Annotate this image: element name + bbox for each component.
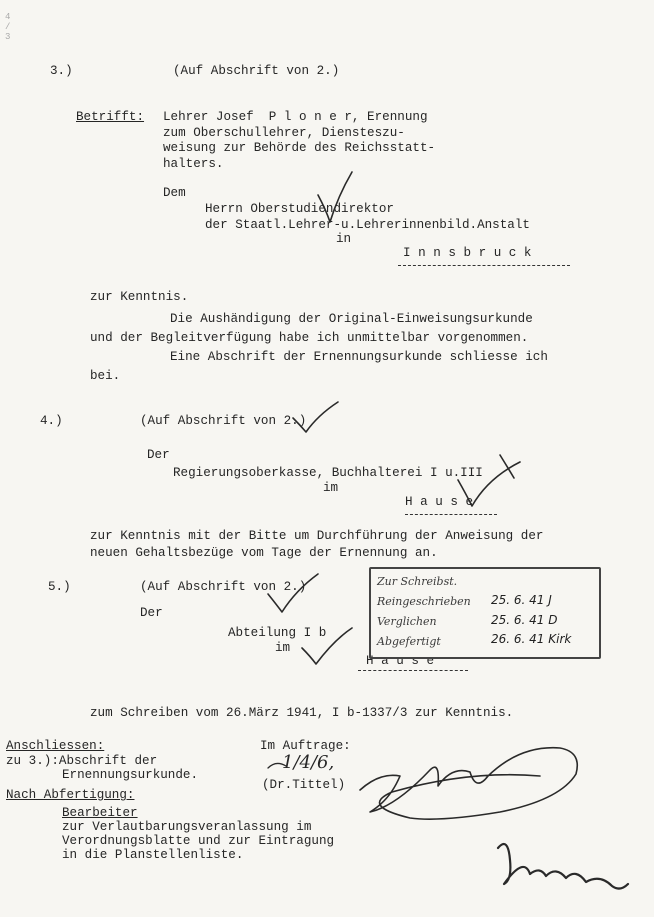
enclosures-label: Anschliessen: xyxy=(6,739,105,753)
item3-body-2: Die Aushändigung der Original-Einweisungsurkunde xyxy=(170,312,533,326)
subject-label: Betrifft: xyxy=(76,110,145,124)
recipient-line-3: in xyxy=(336,232,352,246)
stamp-value-3: 25. 6. 41 D xyxy=(491,613,558,627)
item3-body-5: bei. xyxy=(90,369,121,383)
subject-line-2: zum Oberschullehrer, Diensteszu- xyxy=(163,126,405,140)
item4-place: H a u s e xyxy=(405,495,474,509)
recipient-line-2: der Staatl.Lehrer-u.Lehrerinnenbild.Anstalt xyxy=(205,218,530,232)
item5-copy-note: (Auf Abschrift von 2.) xyxy=(140,580,307,594)
item3-copy-note: (Auf Abschrift von 2.) xyxy=(173,64,340,78)
subject-line-1: Lehrer Josef P l o n e r, Erennung xyxy=(163,110,428,124)
enclosure-line-1: zu 3.):Abschrift der xyxy=(6,754,158,768)
checkmark-icon xyxy=(318,172,352,222)
subject-line-4: halters. xyxy=(163,157,224,171)
stamp-label-4: Abgefertigt xyxy=(377,635,441,648)
item5-number: 5.) xyxy=(48,580,71,594)
stamp-label-3: Verglichen xyxy=(377,615,437,628)
item5-reference: zum Schreiben vom 26.März 1941, I b-1337/3 zur Kenntnis. xyxy=(90,706,514,720)
stamp-value-2: 25. 6. 41 J xyxy=(491,593,552,607)
checkmark-icon xyxy=(458,462,520,506)
item4-im: im xyxy=(323,481,339,495)
im-auftrage: Im Auftrage: xyxy=(260,739,351,753)
signature-icon xyxy=(498,844,628,889)
item4-body-1: zur Kenntnis mit der Bitte um Durchführung der Anweisung der xyxy=(90,529,544,543)
item3-body-4: Eine Abschrift der Ernennungsurkunde schliesse ich xyxy=(170,350,548,364)
clerk-line-1: zur Verlautbarungsveranlassung im xyxy=(62,820,312,834)
recipient-line-1: Herrn Oberstudiendirektor xyxy=(205,202,394,216)
enclosure-line-2: Ernennungsurkunde. xyxy=(62,768,199,782)
item4-body-2: neuen Gehaltsbezüge vom Tage der Ernennung an. xyxy=(90,546,438,560)
item3-dem: Dem xyxy=(163,186,186,200)
item4-recipient: Regierungsoberkasse, Buchhalterei I u.III xyxy=(173,466,483,480)
item5-place: H a u s e xyxy=(366,654,435,668)
item3-body-3: und der Begleitverfügung habe ich unmittelbar vorgenommen. xyxy=(90,331,529,345)
signatory: (Dr.Tittel) xyxy=(262,778,346,792)
handwritten-stroke xyxy=(268,763,286,768)
item4-number: 4.) xyxy=(40,414,63,428)
clerk-label: Bearbeiter xyxy=(62,806,138,820)
item5-recipient: Abteilung I b xyxy=(228,626,327,640)
item3-body-1: zur Kenntnis. xyxy=(90,290,189,304)
item4-copy-note: (Auf Abschrift von 2.) xyxy=(140,414,307,428)
item4-der: Der xyxy=(147,448,170,462)
margin-marks: 4 / 3 xyxy=(5,12,11,42)
handwritten-date: 1/4/6, xyxy=(282,752,335,773)
item5-der: Der xyxy=(140,606,163,620)
checkmark-icon xyxy=(268,574,318,612)
subject-line-3: weisung zur Behörde des Reichsstatt- xyxy=(163,141,436,155)
stamp-label-2: Reingeschrieben xyxy=(377,595,471,608)
stamp-label-1: Zur Schreibst. xyxy=(377,575,458,588)
stamp-value-4: 26. 6. 41 Kirk xyxy=(491,632,572,646)
clerk-line-3: in die Planstellenliste. xyxy=(62,848,244,862)
checkmark-icon xyxy=(302,628,352,664)
item3-number: 3.) xyxy=(50,64,73,78)
item5-im: im xyxy=(275,641,291,655)
item3-city: I n n s b r u c k xyxy=(403,246,532,260)
clerk-line-2: Verordnungsblatte und zur Eintragung xyxy=(62,834,335,848)
checkmark-icon xyxy=(293,402,338,432)
after-dispatch-label: Nach Abfertigung: xyxy=(6,788,135,802)
signature-icon xyxy=(360,748,577,819)
